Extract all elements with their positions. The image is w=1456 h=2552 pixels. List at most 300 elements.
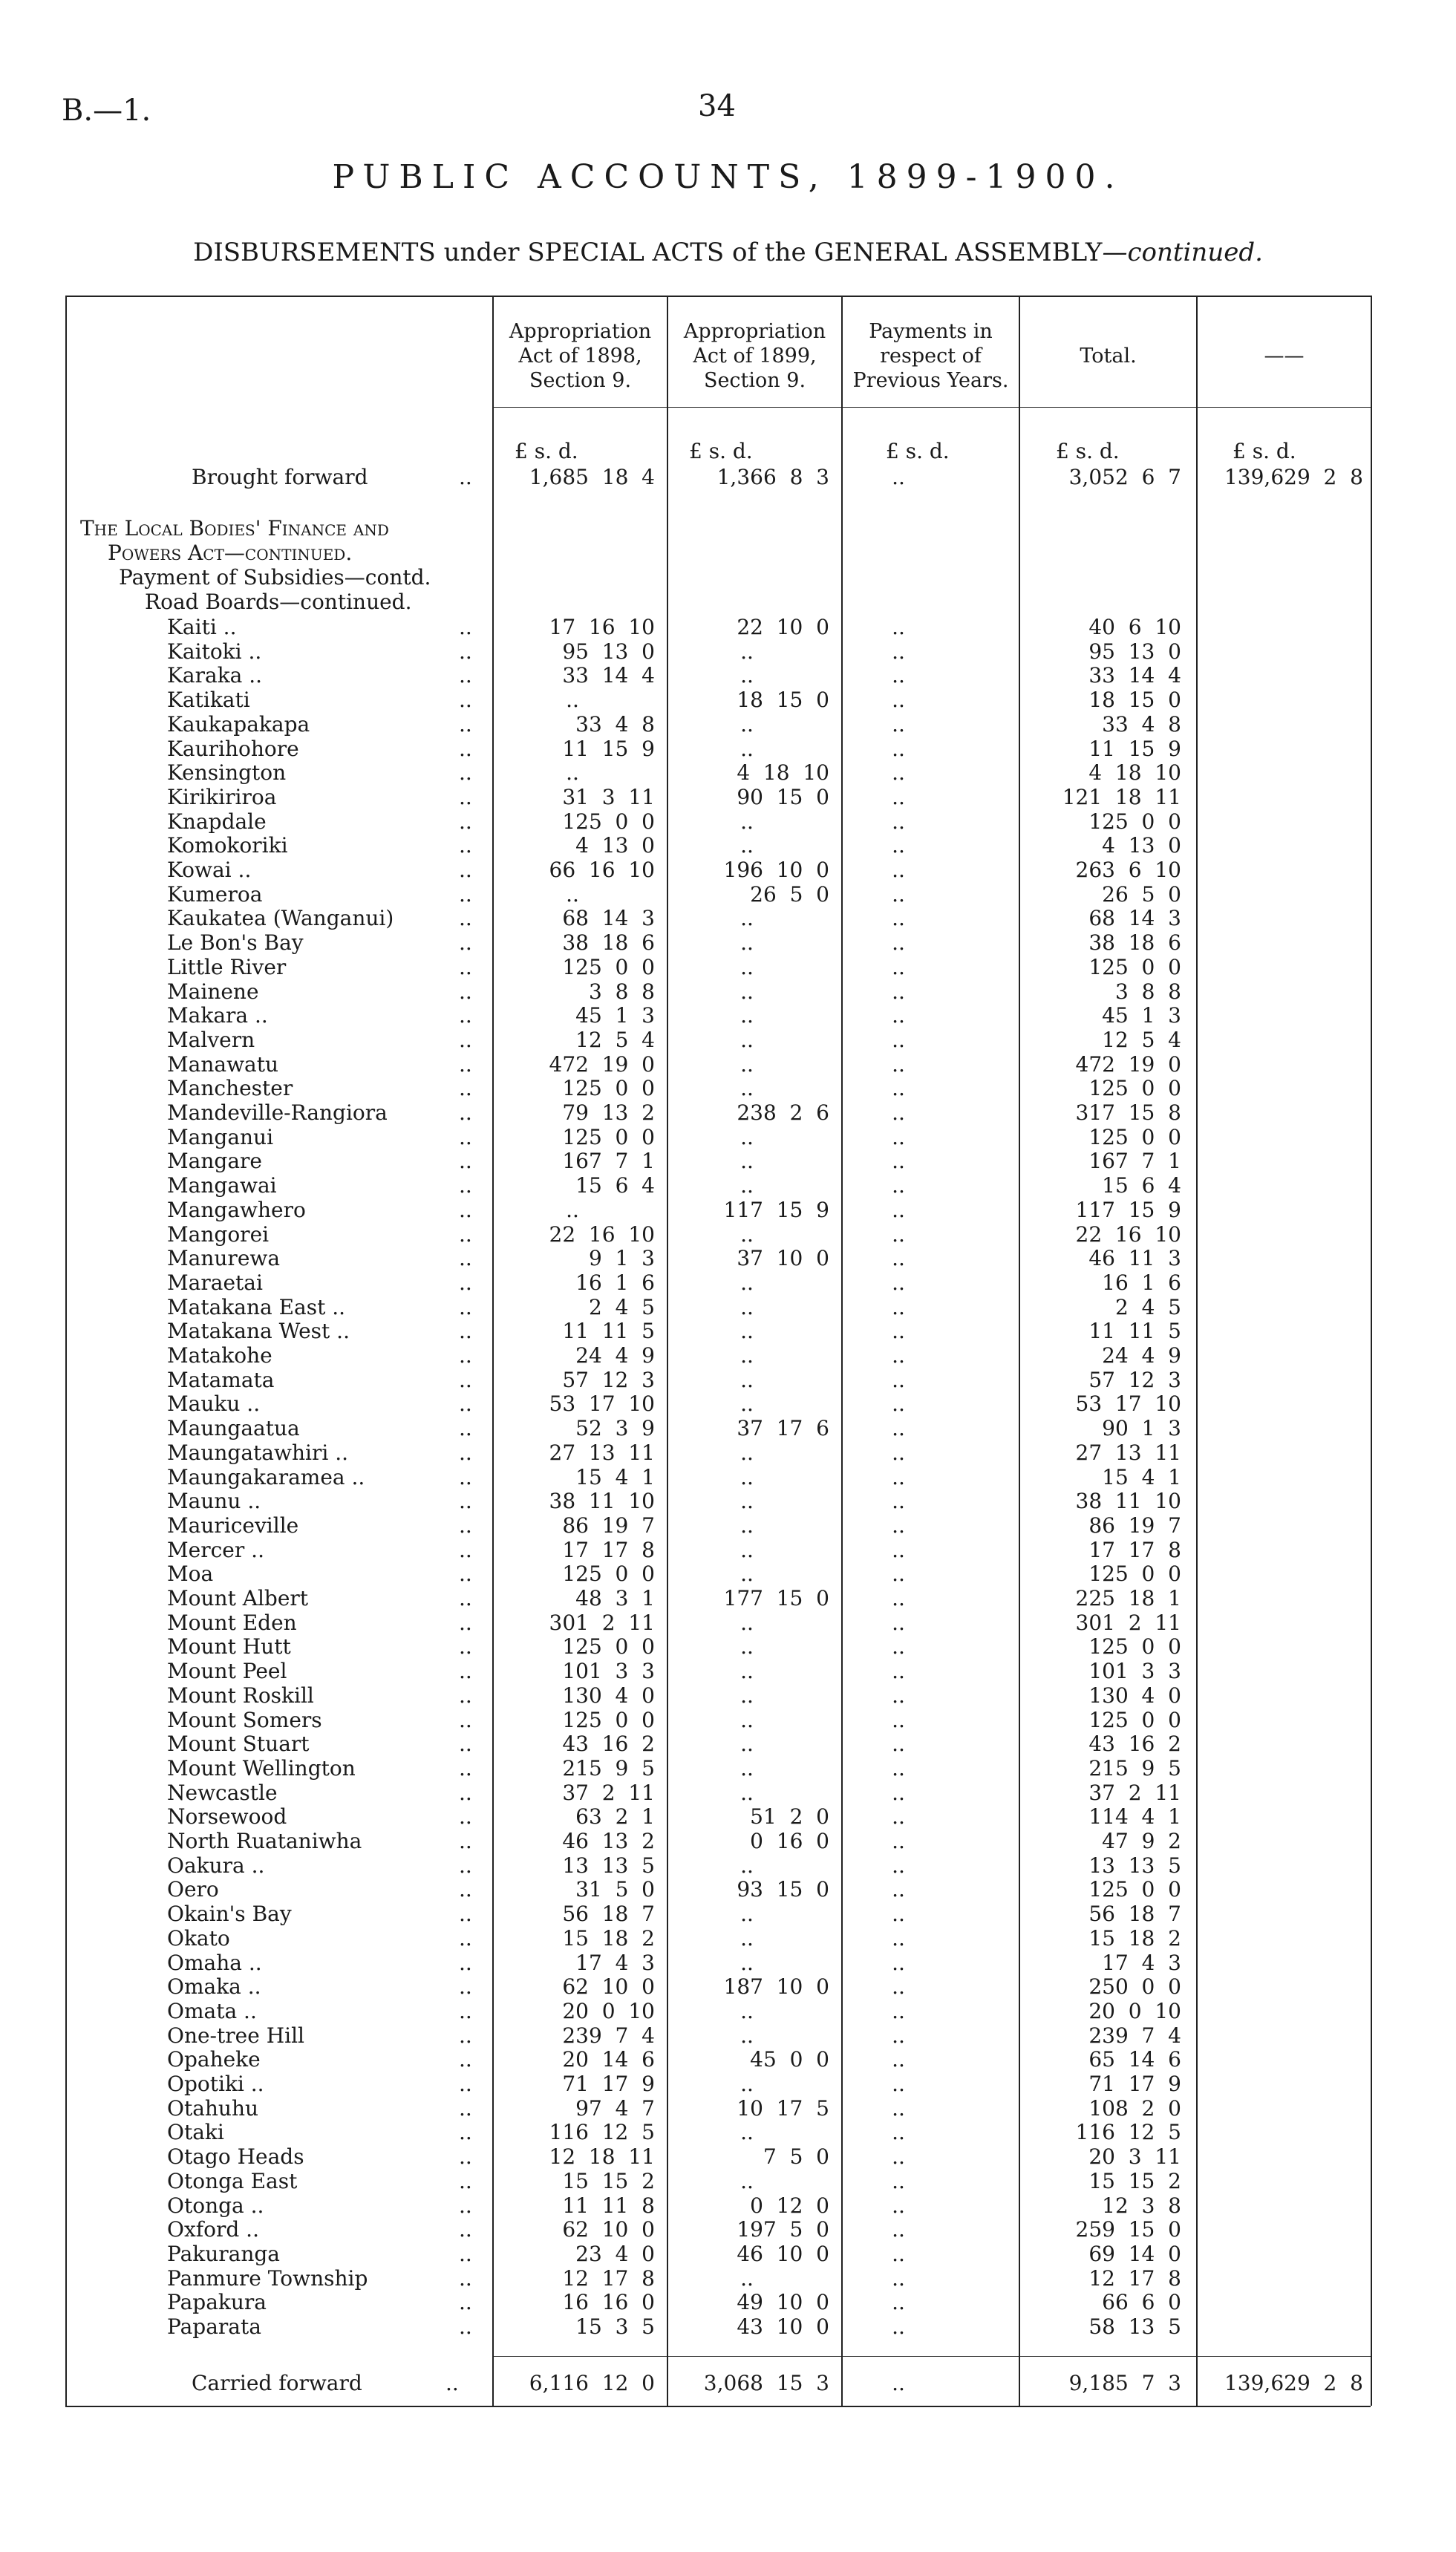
- amount-previous-years: ..: [892, 955, 905, 979]
- road-board-name: Matakana West ..: [167, 1319, 350, 1343]
- amount-total: 56 18 7: [1088, 1902, 1181, 1926]
- amount-previous-years: ..: [892, 2096, 905, 2121]
- amount-total: 15 6 4: [1102, 1173, 1181, 1198]
- amount-1899: ..: [740, 1003, 754, 1028]
- carried-forward-c4: 9,185 7 3: [1068, 2371, 1181, 2395]
- leader-dots: ..: [459, 1222, 472, 1247]
- amount-1898: 15 15 2: [562, 2169, 655, 2193]
- amount-1899: 4 18 10: [737, 760, 829, 785]
- amount-1899: ..: [740, 1028, 754, 1052]
- amount-total: 121 18 11: [1062, 785, 1181, 809]
- amount-1899: ..: [740, 930, 754, 955]
- leader-dots: ..: [459, 1489, 472, 1513]
- amount-total: 15 15 2: [1088, 2169, 1181, 2193]
- amount-previous-years: ..: [892, 639, 905, 664]
- road-board-name: Maunu ..: [167, 1489, 261, 1513]
- header-line: Section 9.: [529, 369, 632, 392]
- subsection-road-boards: Road Boards—continued.: [145, 590, 412, 614]
- amount-1898: 167 7 1: [562, 1149, 655, 1173]
- amount-1898: 52 3 9: [575, 1416, 655, 1440]
- amount-total: 301 2 11: [1075, 1610, 1181, 1635]
- leader-dots: ..: [459, 1173, 472, 1198]
- amount-previous-years: ..: [892, 1149, 905, 1173]
- subsection-subsidies: Payment of Subsidies—contd.: [119, 565, 431, 590]
- subtitle-suffix: —continued.: [1102, 238, 1263, 267]
- amount-1899: ..: [740, 1853, 754, 1878]
- amount-1898: 66 16 10: [549, 858, 655, 882]
- amount-1898: 53 17 10: [549, 1391, 655, 1416]
- road-board-name: Mount Hutt: [167, 1634, 291, 1659]
- amount-1898: 15 3 5: [575, 2314, 655, 2339]
- road-board-name: Maungatawhiri ..: [167, 1440, 348, 1465]
- amount-1898: 472 19 0: [549, 1052, 655, 1077]
- amount-previous-years: ..: [892, 1634, 905, 1659]
- leader-dots: ..: [459, 809, 472, 834]
- leader-dots: ..: [459, 833, 472, 858]
- amount-1899: 197 5 0: [737, 2217, 829, 2242]
- amount-1898: 31 5 0: [575, 1877, 655, 1902]
- amount-1899: 196 10 0: [723, 858, 829, 882]
- road-board-name: Moa: [167, 1561, 214, 1586]
- column-header-previous-years: [843, 319, 1019, 393]
- units-col1: £ s. d.: [515, 439, 578, 463]
- leader-dots: ..: [459, 2096, 472, 2121]
- amount-1899: ..: [740, 1708, 754, 1732]
- amount-previous-years: ..: [892, 930, 905, 955]
- leader-dots: ..: [459, 1586, 472, 1610]
- road-board-name: Panmure Township: [167, 2266, 368, 2291]
- amount-previous-years: ..: [892, 2242, 905, 2266]
- amount-previous-years: ..: [892, 1319, 905, 1343]
- amount-1899: 46 10 0: [737, 2242, 829, 2266]
- leader-dots: ..: [459, 2023, 472, 2048]
- amount-previous-years: ..: [892, 2169, 905, 2193]
- column-divider-3: [841, 296, 843, 2406]
- amount-previous-years: ..: [892, 2217, 905, 2242]
- leader-dots: ..: [459, 1100, 472, 1125]
- amount-1899: 22 10 0: [737, 615, 829, 639]
- road-board-name: Maraetai: [167, 1270, 263, 1295]
- amount-1899: ..: [740, 663, 754, 688]
- road-board-name: Knapdale: [167, 809, 267, 834]
- amount-1898: 48 3 1: [575, 1586, 655, 1610]
- amount-total: 101 3 3: [1088, 1659, 1181, 1683]
- amount-1898: 20 0 10: [562, 1999, 655, 2023]
- amount-previous-years: ..: [892, 2193, 905, 2218]
- amount-1899: 26 5 0: [750, 882, 829, 907]
- road-board-name: Mangorei: [167, 1222, 270, 1247]
- amount-previous-years: ..: [892, 1610, 905, 1635]
- amount-1899: ..: [740, 1222, 754, 1247]
- road-board-name: Kaiti ..: [167, 615, 237, 639]
- amount-1898: 24 4 9: [575, 1343, 655, 1368]
- amount-1898: 9 1 3: [588, 1246, 655, 1270]
- amount-total: 11 15 9: [1088, 737, 1181, 761]
- leader-dots: ..: [459, 712, 472, 737]
- road-board-name: Mangare: [167, 1149, 262, 1173]
- amount-1899: 37 17 6: [737, 1416, 829, 1440]
- amount-1898: 86 19 7: [562, 1513, 655, 1538]
- amount-total: 86 19 7: [1088, 1513, 1181, 1538]
- leader-dots: ..: [459, 1708, 472, 1732]
- amount-previous-years: ..: [892, 2290, 905, 2314]
- road-board-name: Maungaatua: [167, 1416, 300, 1440]
- amount-previous-years: ..: [892, 1926, 905, 1951]
- brought-forward-c3: ..: [892, 465, 905, 489]
- header-line: Appropriation: [683, 320, 826, 343]
- amount-1898: 215 9 5: [562, 1756, 655, 1781]
- leader-dots: ..: [459, 1634, 472, 1659]
- amount-total: 20 3 11: [1088, 2144, 1181, 2169]
- road-board-name: Omaha ..: [167, 1951, 262, 1975]
- amount-1898: 17 4 3: [575, 1951, 655, 1975]
- amount-previous-years: ..: [892, 858, 905, 882]
- amount-total: 125 0 0: [1088, 1076, 1181, 1100]
- section-heading-line2: Powers Act—continued.: [108, 541, 353, 565]
- leader-dots: ..: [459, 1149, 472, 1173]
- header-line: respect of: [880, 345, 982, 368]
- leader-dots: ..: [459, 1974, 472, 1999]
- leader-dots: ..: [459, 1561, 472, 1586]
- amount-1899: ..: [740, 2072, 754, 2096]
- amount-1898: 23 4 0: [575, 2242, 655, 2266]
- road-board-name: Mount Eden: [167, 1610, 297, 1635]
- leader-dots: ..: [459, 2242, 472, 2266]
- leader-dots: ..: [459, 760, 472, 785]
- leader-dots: ..: [459, 465, 472, 489]
- amount-previous-years: ..: [892, 615, 905, 639]
- amount-previous-years: ..: [892, 1028, 905, 1052]
- amount-previous-years: ..: [892, 2314, 905, 2339]
- amount-1898: 20 14 6: [562, 2047, 655, 2072]
- amount-1898: 33 4 8: [575, 712, 655, 737]
- amount-previous-years: ..: [892, 785, 905, 809]
- brought-forward-label: Brought forward: [192, 465, 368, 489]
- amount-1898: 12 18 11: [549, 2144, 655, 2169]
- amount-total: 57 12 3: [1088, 1368, 1181, 1392]
- amount-total: 24 4 9: [1102, 1343, 1181, 1368]
- amount-total: 116 12 5: [1075, 2120, 1181, 2144]
- amount-1899: ..: [740, 1270, 754, 1295]
- amount-previous-years: ..: [892, 1708, 905, 1732]
- amount-previous-years: ..: [892, 1100, 905, 1125]
- amount-total: 125 0 0: [1088, 1877, 1181, 1902]
- amount-total: 69 14 0: [1088, 2242, 1181, 2266]
- amount-total: 22 16 10: [1075, 1222, 1181, 1247]
- amount-1899: 18 15 0: [737, 688, 829, 712]
- leader-dots: ..: [459, 1999, 472, 2023]
- amount-1899: ..: [740, 833, 754, 858]
- brought-forward-c1: 1,685 18 4: [529, 465, 655, 489]
- amount-total: 125 0 0: [1088, 955, 1181, 979]
- leader-dots: ..: [459, 1246, 472, 1270]
- amount-1899: ..: [740, 2266, 754, 2291]
- road-board-name: Mount Roskill: [167, 1683, 314, 1708]
- amount-1898: 62 10 0: [562, 1974, 655, 1999]
- amount-previous-years: ..: [892, 1732, 905, 1756]
- amount-1899: ..: [740, 1902, 754, 1926]
- amount-1898: ..: [566, 760, 579, 785]
- leader-dots: ..: [459, 1343, 472, 1368]
- amount-1898: 125 0 0: [562, 1561, 655, 1586]
- amount-1898: 31 3 11: [562, 785, 655, 809]
- amount-previous-years: ..: [892, 1974, 905, 1999]
- amount-total: 26 5 0: [1102, 882, 1181, 907]
- amount-1899: ..: [740, 737, 754, 761]
- amount-previous-years: ..: [892, 2072, 905, 2096]
- column-divider-5: [1196, 296, 1198, 2406]
- amount-1898: 125 0 0: [562, 1708, 655, 1732]
- amount-previous-years: ..: [892, 1586, 905, 1610]
- amount-1899: 43 10 0: [737, 2314, 829, 2339]
- leader-dots: ..: [459, 2290, 472, 2314]
- leader-dots: ..: [459, 1902, 472, 1926]
- amount-previous-years: ..: [892, 688, 905, 712]
- road-board-name: Katikati: [167, 688, 250, 712]
- amount-1899: 0 12 0: [750, 2193, 829, 2218]
- leader-dots: ..: [459, 2217, 472, 2242]
- amount-1898: ..: [566, 882, 579, 907]
- amount-1898: 15 6 4: [575, 1173, 655, 1198]
- leader-dots: ..: [459, 1076, 472, 1100]
- leader-dots: ..: [459, 1295, 472, 1319]
- leader-dots: ..: [459, 1416, 472, 1440]
- road-board-name: North Ruataniwha: [167, 1829, 362, 1853]
- amount-previous-years: ..: [892, 1270, 905, 1295]
- amount-1898: 11 11 5: [562, 1319, 655, 1343]
- leader-dots: ..: [459, 1610, 472, 1635]
- amount-1898: 68 14 3: [562, 906, 655, 930]
- amount-1899: 0 16 0: [750, 1829, 829, 1853]
- amount-previous-years: ..: [892, 1829, 905, 1853]
- amount-1899: ..: [740, 1561, 754, 1586]
- leader-dots: ..: [459, 1440, 472, 1465]
- amount-previous-years: ..: [892, 1877, 905, 1902]
- amount-1898: 15 4 1: [575, 1465, 655, 1489]
- amount-previous-years: ..: [892, 1076, 905, 1100]
- leader-dots: ..: [459, 1756, 472, 1781]
- amount-total: 114 4 1: [1088, 1804, 1181, 1829]
- amount-total: 250 0 0: [1088, 1974, 1181, 1999]
- amount-1899: ..: [740, 1052, 754, 1077]
- amount-total: 43 16 2: [1088, 1732, 1181, 1756]
- amount-1899: ..: [740, 1659, 754, 1683]
- amount-total: 12 3 8: [1102, 2193, 1181, 2218]
- leader-dots: ..: [459, 1829, 472, 1853]
- amount-previous-years: ..: [892, 1391, 905, 1416]
- road-board-name: Otonga ..: [167, 2193, 264, 2218]
- total-rule: [492, 2356, 1371, 2357]
- amount-1899: ..: [740, 1489, 754, 1513]
- carried-forward-label: Carried forward: [192, 2371, 362, 2395]
- amount-previous-years: ..: [892, 1222, 905, 1247]
- amount-total: 58 13 5: [1088, 2314, 1181, 2339]
- road-board-name: Kumeroa: [167, 882, 263, 907]
- amount-total: 108 2 0: [1088, 2096, 1181, 2121]
- amount-previous-years: ..: [892, 882, 905, 907]
- amount-1898: 4 13 0: [575, 833, 655, 858]
- leader-dots: ..: [459, 639, 472, 664]
- road-board-name: Otahuhu: [167, 2096, 259, 2121]
- amount-1899: ..: [740, 1926, 754, 1951]
- leader-dots: ..: [459, 2072, 472, 2096]
- road-board-name: Paparata: [167, 2314, 261, 2339]
- amount-total: 40 6 10: [1088, 615, 1181, 639]
- leader-dots: ..: [459, 2169, 472, 2193]
- amount-1898: ..: [566, 688, 579, 712]
- leader-dots: ..: [459, 2120, 472, 2144]
- amount-1898: 63 2 1: [575, 1804, 655, 1829]
- road-board-name: Norsewood: [167, 1804, 287, 1829]
- leader-dots: ..: [459, 906, 472, 930]
- header-line: Appropriation: [509, 320, 652, 343]
- road-board-name: Makara ..: [167, 1003, 268, 1028]
- amount-1899: ..: [740, 2023, 754, 2048]
- amount-1898: 22 16 10: [549, 1222, 655, 1247]
- leader-dots: ..: [459, 1391, 472, 1416]
- amount-1899: ..: [740, 1513, 754, 1538]
- amount-1899: ..: [740, 2169, 754, 2193]
- header-line: Payments in: [869, 320, 993, 343]
- amount-previous-years: ..: [892, 906, 905, 930]
- amount-1898: 125 0 0: [562, 1076, 655, 1100]
- leader-dots: ..: [459, 2144, 472, 2169]
- amount-total: 45 1 3: [1102, 1003, 1181, 1028]
- amount-total: 20 0 10: [1088, 1999, 1181, 2023]
- leader-dots: ..: [459, 663, 472, 688]
- amount-1898: 125 0 0: [562, 1125, 655, 1149]
- amount-1899: 37 10 0: [737, 1246, 829, 1270]
- amount-total: 66 6 0: [1102, 2290, 1181, 2314]
- amount-previous-years: ..: [892, 1295, 905, 1319]
- amount-previous-years: ..: [892, 1173, 905, 1198]
- road-board-name: Mauku ..: [167, 1391, 261, 1416]
- amount-total: 71 17 9: [1088, 2072, 1181, 2096]
- amount-1899: 7 5 0: [763, 2144, 829, 2169]
- road-board-name: Opotiki ..: [167, 2072, 264, 2096]
- amount-previous-years: ..: [892, 979, 905, 1004]
- amount-1899: ..: [740, 1732, 754, 1756]
- amount-1898: 46 13 2: [562, 1829, 655, 1853]
- amount-total: 167 7 1: [1088, 1149, 1181, 1173]
- amount-previous-years: ..: [892, 2047, 905, 2072]
- amount-1898: 301 2 11: [549, 1610, 655, 1635]
- leader-dots: ..: [459, 1465, 472, 1489]
- road-board-name: Papakura: [167, 2290, 267, 2314]
- amount-1899: ..: [740, 1465, 754, 1489]
- leader-dots: ..: [459, 1125, 472, 1149]
- amount-1899: ..: [740, 1295, 754, 1319]
- amount-1899: ..: [740, 1683, 754, 1708]
- leader-dots: ..: [459, 1853, 472, 1878]
- amount-total: 33 14 4: [1088, 663, 1181, 688]
- header-line: ——: [1264, 345, 1305, 368]
- road-board-name: Manchester: [167, 1076, 293, 1100]
- amount-1898: 71 17 9: [562, 2072, 655, 2096]
- amount-total: 239 7 4: [1088, 2023, 1181, 2048]
- amount-1899: ..: [740, 906, 754, 930]
- column-header-total: [1020, 344, 1196, 368]
- amount-previous-years: ..: [892, 2266, 905, 2291]
- amount-previous-years: ..: [892, 663, 905, 688]
- amount-1898: 45 1 3: [575, 1003, 655, 1028]
- road-board-name: Newcastle: [167, 1781, 278, 1805]
- amount-previous-years: ..: [892, 1538, 905, 1562]
- road-board-name: Otago Heads: [167, 2144, 304, 2169]
- amount-previous-years: ..: [892, 1489, 905, 1513]
- road-board-name: Mount Somers: [167, 1708, 322, 1732]
- amount-total: 46 11 3: [1088, 1246, 1181, 1270]
- leader-dots: ..: [459, 1052, 472, 1077]
- amount-total: 13 13 5: [1088, 1853, 1181, 1878]
- amount-total: 17 4 3: [1102, 1951, 1181, 1975]
- leader-dots: ..: [459, 688, 472, 712]
- amount-1898: 37 2 11: [562, 1781, 655, 1805]
- column-header-1999: [668, 319, 841, 393]
- amount-1898: 2 4 5: [588, 1295, 655, 1319]
- brought-forward-c5: 139,629 2 8: [1224, 465, 1363, 489]
- amount-total: 15 18 2: [1088, 1926, 1181, 1951]
- amount-1898: 62 10 0: [562, 2217, 655, 2242]
- amount-total: 4 13 0: [1102, 833, 1181, 858]
- road-board-name: Omata ..: [167, 1999, 257, 2023]
- amount-1899: 90 15 0: [737, 785, 829, 809]
- amount-total: 47 9 2: [1102, 1829, 1181, 1853]
- leader-dots: ..: [459, 930, 472, 955]
- road-board-name: Otonga East: [167, 2169, 298, 2193]
- carried-forward-c5: 139,629 2 8: [1224, 2371, 1363, 2395]
- road-board-name: Komokoriki: [167, 833, 288, 858]
- amount-previous-years: ..: [892, 1683, 905, 1708]
- amount-total: 225 18 1: [1075, 1586, 1181, 1610]
- amount-previous-years: ..: [892, 1756, 905, 1781]
- amount-total: 38 11 10: [1075, 1489, 1181, 1513]
- amount-total: 263 6 10: [1075, 858, 1181, 882]
- amount-1898: 12 5 4: [575, 1028, 655, 1052]
- amount-total: 15 4 1: [1102, 1465, 1181, 1489]
- road-board-name: Mauriceville: [167, 1513, 299, 1538]
- leader-dots: ..: [445, 2371, 459, 2395]
- road-board-name: Mount Peel: [167, 1659, 287, 1683]
- road-board-name: Little River: [167, 955, 287, 979]
- amount-total: 95 13 0: [1088, 639, 1181, 664]
- leader-dots: ..: [459, 1732, 472, 1756]
- amount-previous-years: ..: [892, 1853, 905, 1878]
- road-board-name: Mangawhero: [167, 1198, 306, 1222]
- leader-dots: ..: [459, 1877, 472, 1902]
- leader-dots: ..: [459, 1270, 472, 1295]
- road-board-name: Oxford ..: [167, 2217, 259, 2242]
- road-board-name: Maungakaramea ..: [167, 1465, 365, 1489]
- road-board-name: Opaheke: [167, 2047, 261, 2072]
- carried-forward-c1: 6,116 12 0: [529, 2371, 655, 2395]
- amount-total: 125 0 0: [1088, 1561, 1181, 1586]
- amount-1898: 239 7 4: [562, 2023, 655, 2048]
- road-board-name: Mount Wellington: [167, 1756, 356, 1781]
- amount-total: 12 5 4: [1102, 1028, 1181, 1052]
- road-board-name: Oero: [167, 1877, 219, 1902]
- table-border-right: [1371, 296, 1372, 2406]
- road-board-name: Karaka ..: [167, 663, 263, 688]
- amount-total: 125 0 0: [1088, 1708, 1181, 1732]
- amount-previous-years: ..: [892, 2144, 905, 2169]
- amount-1898: 12 17 8: [562, 2266, 655, 2291]
- amount-total: 3 8 8: [1114, 979, 1181, 1004]
- amount-1899: ..: [740, 639, 754, 664]
- amount-1899: 177 15 0: [723, 1586, 829, 1610]
- amount-previous-years: ..: [892, 1343, 905, 1368]
- amount-total: 125 0 0: [1088, 1634, 1181, 1659]
